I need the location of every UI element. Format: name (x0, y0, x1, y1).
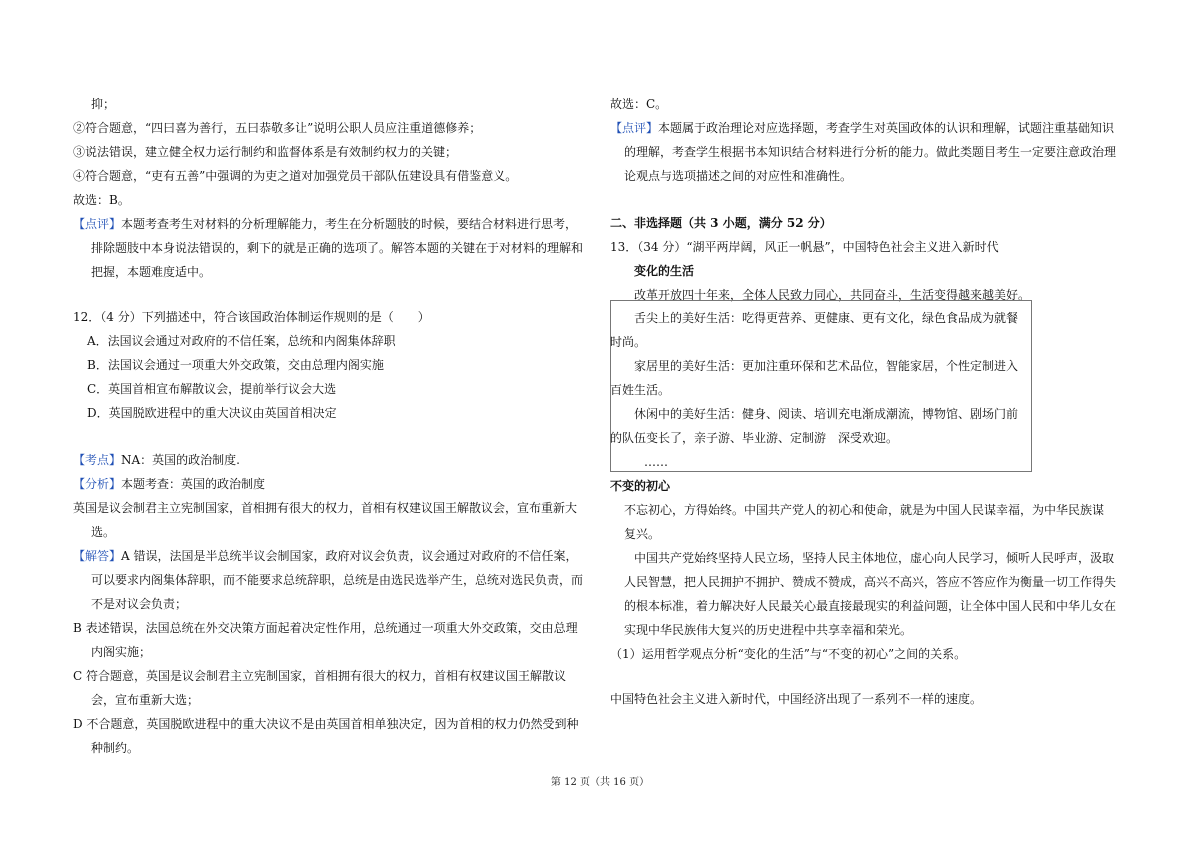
page-footer: 第 12 页（共 16 页） (550, 777, 650, 788)
text-line: 改革开放四十年来，全体人民致力同心，共同奋斗，生活变得越来越美好。 (634, 288, 1031, 302)
kaodian-paragraph (73, 451, 240, 469)
text-line: 的根本标准，着力解决好人民最关心最直接最现实的利益问题，让全体中国人民和中华儿女在 (624, 599, 1117, 613)
text-line: 故选：B。 (73, 193, 130, 207)
text-line: 中国特色社会主义进入新时代，中国经济出现了一系列不一样的速度。 (610, 692, 983, 706)
text-line: 中国共产党始终坚持人民立场，坚持人民主体地位，虚心向人民学习，倾听人民呼声，汲取 (634, 551, 1115, 565)
question-stem: 12．（4 分）下列描述中，符合该国政治体制运作规则的是（ ） (73, 310, 430, 324)
text-line: B 表述错误，法国总统在外交决策方面起着决定性作用，总统通过一项重大外交政策，交由总理 (73, 621, 578, 635)
text-line: 百姓生活。 (610, 383, 671, 397)
sub-question: （1）运用哲学观点分析“变化的生活”与“不变的初心”之间的关系。 (610, 647, 967, 661)
comment-tag: 【点评】 (73, 217, 122, 231)
text-line: 选。 (91, 525, 116, 539)
option-c: C．英国首相宣布解散议会，提前举行议会大选 (87, 382, 337, 396)
text-line: ④符合题意，“吏有五善”中强调的为吏之道对加强党员干部队伍建设具有借鉴意义。 (73, 169, 518, 183)
text-line: 本题属于政治理论对应选择题，考查学生对英国政体的认识和理解，试题注重基础知识 (658, 121, 1115, 135)
text-line: 本题考查：英国的政治制度 (121, 477, 266, 491)
text-line: 复兴。 (624, 527, 661, 541)
text-line: 种制约。 (91, 741, 140, 755)
text-line: 休闲中的美好生活：健身、阅读、培训充电渐成潮流，博物馆、剧场门前 (634, 407, 1019, 421)
kaodian-tag: 【考点】 (73, 453, 122, 467)
text-line: 时尚。 (610, 335, 647, 349)
comment-tag: 【点评】 (610, 121, 659, 135)
jieda-tag: 【解答】 (73, 549, 122, 563)
comment-paragraph (73, 215, 577, 233)
text-line: 家居里的美好生活：更加注重环保和艺术品位，智能家居，个性定制进入 (634, 359, 1019, 373)
text-line: 英国是议会制君主立宪制国家，首相拥有很大的权力，首相有权建议国王解散议会，宣布重新大 (73, 501, 578, 515)
text-line: 的理解，考查学生根据书本知识结合材料进行分析的能力。做此类题目考生一定要注意政治理 (624, 145, 1117, 159)
question-stem: 13．（34 分）“湖平两岸阔，风正一帆悬”，中国特色社会主义进入新时代 (610, 240, 999, 254)
fenxi-tag: 【分析】 (73, 477, 122, 491)
section-heading: 二、非选择题（共 3 小题，满分 52 分） (610, 216, 832, 230)
comment-paragraph (610, 119, 1114, 137)
jieda-paragraph (73, 547, 578, 565)
option-d: D．英国脱欧进程中的重大决议由英国首相决定 (87, 406, 337, 420)
text-line: 把握，本题难度适中。 (91, 265, 212, 279)
option-a: A．法国议会通过对政府的不信任案，总统和内阁集体辞职 (87, 334, 396, 348)
text-line: 人民智慧，把人民拥护不拥护、赞成不赞成，高兴不高兴，答应不答应作为衡量一切工作得失 (624, 575, 1117, 589)
subheading: 变化的生活 (634, 264, 695, 278)
subheading: 不变的初心 (610, 479, 671, 493)
text-line: A 错误，法国是半总统半议会制国家，政府对议会负责，议会通过对政府的不信任案， (121, 549, 578, 563)
text-line: 内阁实施； (91, 645, 152, 659)
text-line: 可以要求内阁集体辞职，而不能要求总统辞职，总统是由选民选举产生，总统对选民负责，而 (91, 573, 584, 587)
text-line: 不忘初心，方得始终。中国共产党人的初心和使命，就是为中国人民谋幸福，为中华民族谋 (624, 503, 1105, 517)
text-line: NA：英国的政治制度. (121, 453, 240, 467)
text-line: 的队伍变长了，亲子游、毕业游、定制游 深受欢迎。 (610, 431, 899, 445)
text-line: 实现中华民族伟大复兴的历史进程中共享幸福和荣光。 (624, 623, 913, 637)
text-line: …… (644, 455, 668, 469)
text-line: D 不合题意，英国脱欧进程中的重大决议不是由英国首相单独决定，因为首相的权力仍然受到种 (73, 717, 579, 731)
fenxi-paragraph (73, 475, 265, 493)
text-line: 故选：C。 (610, 97, 668, 111)
text-line: 舌尖上的美好生活：吃得更营养、更健康、更有文化，绿色食品成为就餐 (634, 311, 1019, 325)
text-line: 排除题肢中本身说法错误的，剩下的就是正确的选项了。解答本题的关键在于对材料的理解和 (91, 241, 584, 255)
text-line: 抑； (91, 97, 116, 111)
text-line: ②符合题意，“四曰喜为善行，五曰恭敬多让”说明公职人员应注重道德修养； (73, 121, 482, 135)
text-line: C 符合题意，英国是议会制君主立宪制国家，首相拥有很大的权力，首相有权建议国王解散议 (73, 669, 566, 683)
text-line: ③说法错误，建立健全权力运行制约和监督体系是有效制约权力的关键； (73, 145, 458, 159)
text-line: 论观点与选项描述之间的对应性和准确性。 (624, 169, 853, 183)
text-line: 本题考查考生对材料的分析理解能力，考生在分析题肢的时候，要结合材料进行思考， (121, 217, 578, 231)
text-line: 不是对议会负责； (91, 597, 188, 611)
option-b: B．法国议会通过一项重大外交政策，交由总理内阁实施 (87, 358, 384, 372)
text-line: 会，宣布重新大选； (91, 693, 200, 707)
